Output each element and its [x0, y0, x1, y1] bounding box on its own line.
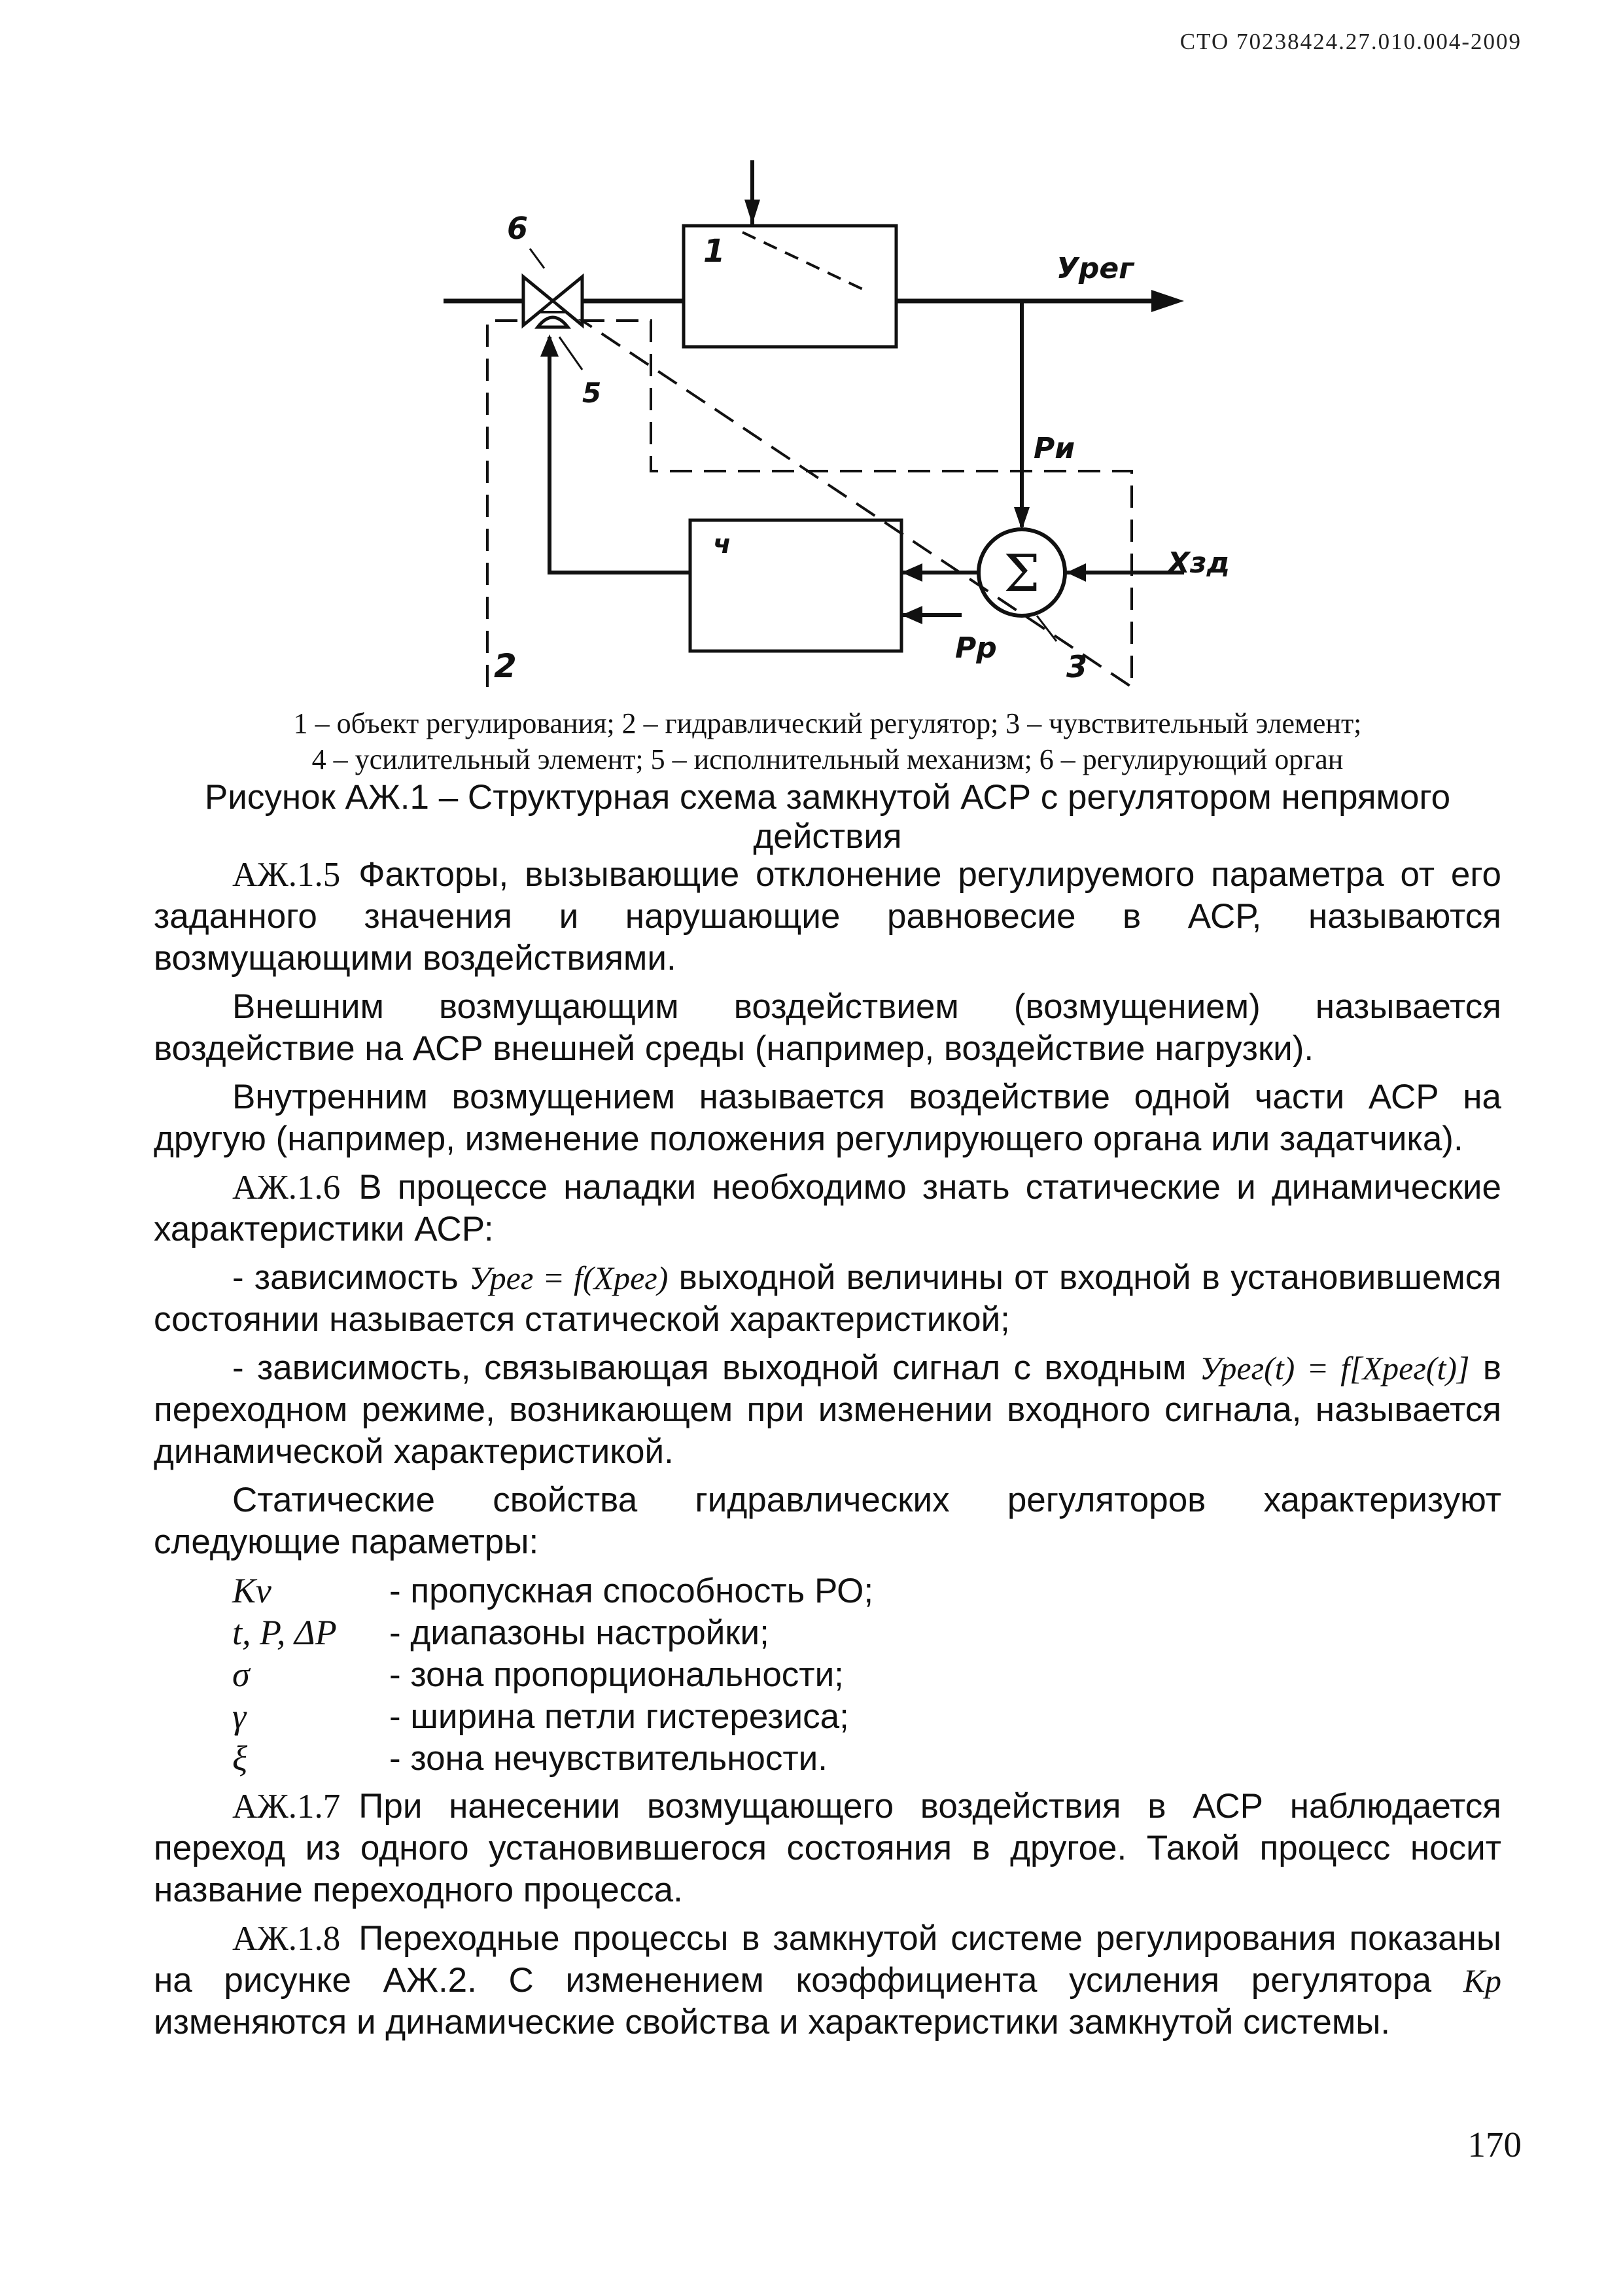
paragraph-1-5: [154, 854, 1501, 980]
formula-gain: Кр: [1463, 1962, 1502, 1999]
label-pressure: Рр: [955, 631, 997, 665]
parameter-row: [154, 1653, 1501, 1695]
paragraph-text: изменяются и динамические свойства и характеристики замкнутой системы.: [154, 2003, 1391, 2041]
section-ref: АЖ.1.6: [232, 1169, 341, 1207]
paragraph-text: Переходные процессы в замкнутой системе регулирования показаны на рисунке АЖ.2. С изменением коэффициента усиления регулятора: [154, 1919, 1501, 2000]
page-number: 170: [1467, 2125, 1522, 2164]
paragraph-1-6: [154, 1167, 1501, 1250]
figure-legend-line-1: 1 – объект регулирования; 2 – гидравлический регулятор; 3 – чувствительный элемент;: [293, 707, 1362, 739]
label-output: Урег: [1056, 252, 1134, 285]
label-sum-symbol: Σ: [1003, 544, 1040, 603]
valve-leader: [530, 249, 544, 268]
list-item-static-characteristic: [154, 1257, 1501, 1341]
label-sensor: 3: [1066, 649, 1088, 684]
formula-dynamic: Урег(t) = f[Хрег(t)]: [1199, 1350, 1470, 1386]
block-diagram-svg: [393, 141, 1263, 703]
item-text: в переходном режиме, возникающем при изменении входного сигнала, называется динамической характеристикой.: [154, 1349, 1501, 1471]
parameter-description: - зона пропорциональности;: [389, 1655, 844, 1694]
parameter-row: [154, 1612, 1501, 1653]
label-amplifier: ч: [713, 529, 731, 559]
list-item-dynamic-characteristic: [154, 1347, 1501, 1473]
sum-to-amplifier-arrow: [901, 563, 922, 582]
sensor-leader: [1037, 616, 1056, 641]
paragraph-external-disturbance: Внешним возмущающим воздействием (возмущением) называется воздействие на АСР внешней среды (например, воздействие нагрузки).: [154, 987, 1501, 1068]
paragraph-1-7: [154, 1786, 1501, 1911]
item-text: - зависимость: [232, 1258, 459, 1297]
object-internal-line: [742, 232, 867, 291]
disturbance-arrow-head: [744, 200, 760, 224]
paragraph-1-8: [154, 1918, 1501, 2043]
formula-static: Урег = f(Хрег): [469, 1260, 669, 1296]
setpoint-arrow-head: [1066, 563, 1086, 582]
body-text: [154, 854, 1501, 2050]
figure-title-line-1: Рисунок АЖ.1 – Структурная схема замкнутой АСР с регулятором непрямого: [204, 778, 1451, 817]
section-ref: АЖ.1.8: [232, 1920, 341, 1958]
parameter-symbol: σ: [232, 1655, 250, 1694]
figure-title-line-2: действия: [753, 817, 902, 856]
paragraph-text: Факторы, вызывающие отклонение регулируемого параметра от его заданного значения и нарушающие равновесие в АСР, называются возмущающими воздействиями.: [154, 855, 1501, 978]
parameter-description: - диапазоны настройки;: [389, 1614, 769, 1652]
label-actuator: 5: [582, 377, 602, 409]
parameter-symbol: ξ: [232, 1739, 248, 1778]
label-regulator: 2: [494, 647, 517, 685]
figure-legend-line-2: 4 – усилительный элемент; 5 – исполнительный механизм; 6 – регулирующий орган: [311, 743, 1344, 775]
parameter-description: - зона нечувствительности.: [389, 1739, 828, 1778]
regulator-boundary-dashed: [487, 321, 1132, 687]
output-arrow-head: [1151, 290, 1184, 312]
label-valve: 6: [507, 211, 529, 246]
block-diagram: [393, 141, 1263, 703]
parameter-symbol: t, P, ΔP: [232, 1613, 337, 1652]
paragraph-text: При нанесении возмущающего воздействия в АСР наблюдается переход из одного установившегося состояния в другое. Такой процесс носит название переходного процесса.: [154, 1787, 1501, 1909]
parameter-symbol: γ: [232, 1697, 247, 1736]
item-text: выходной величины от входной в установившемся состоянии называется статической характеристикой;: [154, 1258, 1501, 1339]
section-ref: АЖ.1.5: [232, 856, 341, 894]
label-setpoint: Хзд: [1168, 546, 1230, 580]
parameter-row: [154, 1737, 1501, 1779]
actuator-arrow-head: [540, 334, 559, 357]
document-code-header: СТО 70238424.27.010.004-2009: [1179, 29, 1522, 54]
item-text: - зависимость, связывающая выходной сигнал с входным: [232, 1349, 1187, 1387]
amplifier-to-actuator-line: [550, 337, 690, 573]
parameter-symbol: Кv: [232, 1571, 271, 1610]
actuator-leader: [559, 337, 582, 370]
paragraph-internal-disturbance: Внутренним возмущением называется воздействие одной части АСР на другую (например, изменение положения регулирующего органа или задатчика).: [154, 1078, 1501, 1158]
parameter-row: [154, 1695, 1501, 1737]
label-measured-pressure: Ри: [1034, 432, 1075, 465]
paragraph-text: В процессе наладки необходимо знать статические и динамические характеристики АСР:: [154, 1168, 1501, 1248]
section-ref: АЖ.1.7: [232, 1788, 341, 1826]
paragraph-static-properties: Статические свойства гидравлических регуляторов характеризуют следующие параметры:: [154, 1481, 1501, 1561]
pressure-arrow-head: [901, 606, 922, 624]
parameter-description: - ширина петли гистерезиса;: [389, 1697, 849, 1736]
label-object: 1: [703, 233, 725, 270]
parameter-row: [154, 1570, 1501, 1612]
parameter-list: [154, 1570, 1501, 1779]
parameter-description: - пропускная способность РО;: [389, 1572, 874, 1610]
measurement-arrow-head: [1014, 507, 1030, 530]
